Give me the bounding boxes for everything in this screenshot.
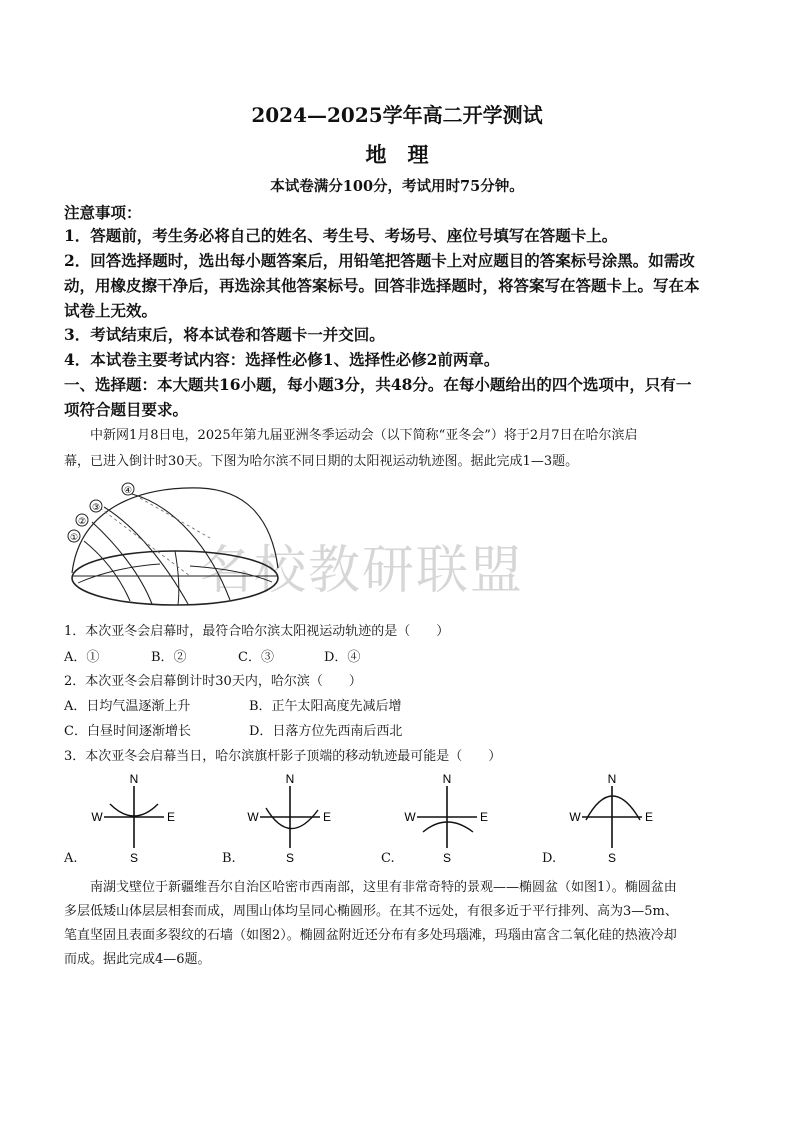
passage-1-line-2: 幕，已进入倒计时30天。下图为哈尔滨不同日期的太阳视运动轨迹图。据此完成1—3题。 — [64, 454, 579, 469]
svg-text:S: S — [607, 851, 617, 865]
note-item-4: 4．本试卷主要考试内容：选择性必修1、选择性必修2前两章。 — [64, 350, 500, 369]
label-1: ① — [69, 532, 79, 542]
sun-path-2 — [92, 522, 152, 604]
q3-option-c[interactable]: C. — [381, 851, 395, 866]
q1-option-a[interactable]: A．① — [64, 650, 100, 665]
q2-option-a[interactable]: A．日均气温逐渐上升 — [64, 699, 191, 714]
sun-path-1 — [84, 541, 130, 601]
svg-text:W: W — [247, 810, 259, 824]
q3-diagram-d[interactable] — [568, 770, 658, 865]
label-3: ③ — [91, 502, 101, 512]
svg-text:N: N — [129, 772, 139, 786]
svg-text:E: E — [166, 810, 176, 824]
svg-text:N: N — [442, 772, 452, 786]
passage-2-line-4: 而成。据此完成4—6题。 — [64, 952, 211, 967]
q1-option-d[interactable]: D．④ — [324, 650, 361, 665]
q3-option-d[interactable]: D. — [542, 851, 557, 866]
sun-path-dome — [69, 488, 278, 573]
note-item-3: 3．考试结束后，将本试卷和答题卡一并交回。 — [64, 325, 385, 344]
q3-stem: 3．本次亚冬会启幕当日，哈尔滨旗杆影子顶端的移动轨迹最可能是（ ） — [64, 749, 502, 764]
q3-option-b[interactable]: B. — [222, 851, 236, 866]
svg-text:S: S — [285, 851, 295, 865]
sun-path-west-2 — [190, 566, 272, 582]
q3-diagram-c[interactable] — [403, 770, 493, 865]
q1-option-c[interactable]: C．③ — [238, 650, 274, 665]
q3-diagram-a[interactable] — [90, 770, 180, 865]
note-item-1: 1．答题前，考生务必将自己的姓名、考生号、考场号、座位号填写在答题卡上。 — [64, 226, 618, 245]
note-item-2-line-1: 2．回答选择题时，选出每小题答案后，用铅笔把答题卡上对应题目的答案标号涂黑。如需改 — [64, 251, 695, 270]
subject-title: 地 理 — [365, 142, 429, 167]
svg-text:W: W — [404, 810, 416, 824]
svg-text:E: E — [322, 810, 332, 824]
svg-text:N: N — [285, 772, 295, 786]
section-heading-line-2: 项符合题目要求。 — [64, 400, 189, 419]
watermark: 名校教研联盟 — [200, 541, 525, 601]
passage-2-line-3: 笔直坚固且表面多裂纹的石墙（如图2）。椭圆盆附近还分布有多处玛瑙滩，玛瑙由富含二氧化硅的热液冷却 — [64, 928, 677, 943]
passage-1-line-1: 中新网1月8日电，2025年第九届亚洲冬季运动会（以下简称“亚冬会”）将于2月7日在哈尔滨启 — [90, 428, 638, 443]
q2-option-d[interactable]: D．日落方位先西南后西北 — [249, 724, 403, 739]
section-heading-line-1: 一、选择题：本大题共16小题，每小题3分，共48分。在每小题给出的四个选项中，只有一 — [64, 375, 692, 394]
note-item-2-line-2: 动，用橡皮擦干净后，再选涂其他答案标号。回答非选择题时，将答案写在答题卡上。写在本 — [64, 276, 700, 295]
q1-option-b[interactable]: B．② — [151, 650, 187, 665]
q2-stem: 2．本次亚冬会启幕倒计时30天内，哈尔滨（ ） — [64, 674, 362, 689]
svg-text:N: N — [607, 772, 617, 786]
svg-text:S: S — [129, 851, 139, 865]
svg-text:W: W — [569, 810, 581, 824]
notes-heading: 注意事项： — [64, 203, 142, 222]
q2-option-b[interactable]: B．正午太阳高度先减后增 — [249, 699, 402, 714]
svg-text:S: S — [442, 851, 452, 865]
passage-2-line-1: 南湖戈壁位于新疆维吾尔自治区哈密市西南部，这里有非常奇特的景观——椭圆盆（如图1）。椭圆盆由 — [90, 880, 677, 895]
sun-path-figure — [60, 478, 290, 613]
exam-title: 2024—2025学年高二开学测试 — [251, 103, 543, 127]
label-4: ④ — [123, 485, 133, 495]
svg-text:W: W — [91, 810, 103, 824]
q3-diagram-b[interactable] — [246, 770, 336, 865]
note-item-2-line-3: 试卷上无效。 — [64, 301, 158, 320]
score-info: 本试卷满分100分，考试用时75分钟。 — [270, 178, 524, 195]
label-2: ② — [77, 516, 87, 526]
svg-text:E: E — [644, 810, 654, 824]
passage-2-line-2: 多层低矮山体层层相套而成，周围山体均呈同心椭圆形。在其不远处，有很多近于平行排列、高为3—5m、 — [64, 904, 678, 919]
meridian-arc — [175, 551, 179, 605]
sun-path-4 — [132, 494, 230, 600]
svg-text:E: E — [479, 810, 489, 824]
q3-option-a[interactable]: A. — [64, 851, 78, 866]
q2-option-c[interactable]: C．白昼时间逐渐增长 — [64, 724, 191, 739]
q1-stem: 1．本次亚冬会启幕时，最符合哈尔滨太阳视运动轨迹的是（ ） — [64, 624, 450, 639]
